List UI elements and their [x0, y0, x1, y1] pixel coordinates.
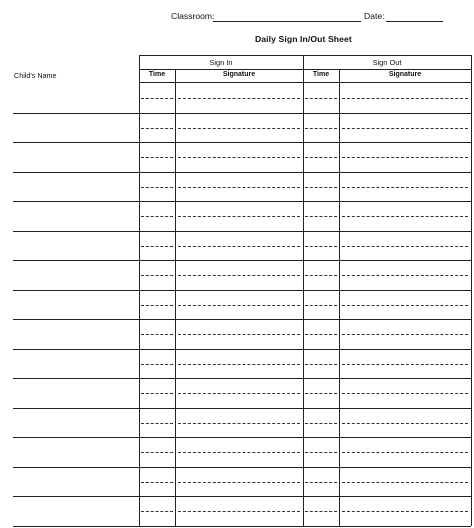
row-rule	[13, 260, 471, 261]
sign-out-time-entry[interactable]	[305, 423, 337, 424]
sign-out-signature-entry[interactable]	[342, 305, 468, 306]
sign-in-time-entry[interactable]	[141, 98, 173, 99]
sign-out-signature-entry[interactable]	[342, 364, 468, 365]
sign-out-time-entry[interactable]	[305, 216, 337, 217]
sign-in-signature-entry[interactable]	[178, 98, 300, 99]
sign-in-signature-entry[interactable]	[178, 216, 300, 217]
row-rule	[13, 290, 471, 291]
sign-out-time-entry[interactable]	[305, 98, 337, 99]
sign-in-time-entry[interactable]	[141, 423, 173, 424]
sign-out-signature-entry[interactable]	[342, 511, 468, 512]
sign-in-signature-entry[interactable]	[178, 452, 300, 453]
sign-in-signature-entry[interactable]	[178, 275, 300, 276]
sign-out-time-entry[interactable]	[305, 157, 337, 158]
row-rule	[13, 496, 471, 497]
header-bottom-rule	[139, 82, 471, 83]
sign-out-time-header: Time	[312, 71, 330, 78]
sign-in-signature-entry[interactable]	[178, 305, 300, 306]
sign-out-header: Sign Out	[372, 58, 402, 67]
sign-in-signature-header: Signature	[222, 71, 256, 78]
sign-in-signature-entry[interactable]	[178, 334, 300, 335]
sign-out-signature-entry[interactable]	[342, 187, 468, 188]
sign-in-signature-entry[interactable]	[178, 128, 300, 129]
sign-in-time-entry[interactable]	[141, 334, 173, 335]
col-rule-2	[175, 69, 176, 526]
sign-out-time-entry[interactable]	[305, 511, 337, 512]
sign-out-time-entry[interactable]	[305, 393, 337, 394]
sign-out-time-entry[interactable]	[305, 275, 337, 276]
sign-out-time-entry[interactable]	[305, 305, 337, 306]
sign-in-signature-entry[interactable]	[178, 482, 300, 483]
header-top-rule	[139, 55, 471, 56]
sign-out-time-entry[interactable]	[305, 482, 337, 483]
row-rule	[13, 349, 471, 350]
sign-out-signature-entry[interactable]	[342, 98, 468, 99]
sign-in-time-entry[interactable]	[141, 275, 173, 276]
col-rule-5	[471, 55, 472, 526]
row-rule	[13, 201, 471, 202]
sign-in-signature-entry[interactable]	[178, 187, 300, 188]
date-label: Date:	[364, 11, 385, 21]
row-rule	[13, 142, 471, 143]
row-rule	[13, 408, 471, 409]
sign-out-signature-entry[interactable]	[342, 216, 468, 217]
sign-out-time-entry[interactable]	[305, 128, 337, 129]
sign-out-signature-entry[interactable]	[342, 452, 468, 453]
sign-in-time-entry[interactable]	[141, 393, 173, 394]
row-rule	[13, 437, 471, 438]
row-rule	[13, 378, 471, 379]
header-line	[0, 11, 474, 25]
sign-out-time-entry[interactable]	[305, 334, 337, 335]
sign-in-time-entry[interactable]	[141, 452, 173, 453]
col-rule-4	[339, 69, 340, 526]
sign-out-signature-entry[interactable]	[342, 246, 468, 247]
sheet-title: Daily Sign In/Out Sheet	[255, 34, 352, 44]
sign-out-signature-entry[interactable]	[342, 128, 468, 129]
sign-in-time-entry[interactable]	[141, 482, 173, 483]
sign-out-time-entry[interactable]	[305, 187, 337, 188]
sign-out-signature-entry[interactable]	[342, 423, 468, 424]
childs-name-header: Child's Name	[14, 71, 57, 80]
classroom-field[interactable]	[213, 21, 361, 22]
sign-in-header: Sign In	[209, 58, 233, 67]
sign-in-time-entry[interactable]	[141, 216, 173, 217]
sign-in-signature-entry[interactable]	[178, 511, 300, 512]
row-rule	[13, 467, 471, 468]
sign-in-signature-entry[interactable]	[178, 246, 300, 247]
sign-in-time-entry[interactable]	[141, 157, 173, 158]
row-rule	[13, 113, 471, 114]
classroom-label: Classroom:	[171, 11, 215, 21]
sign-in-time-entry[interactable]	[141, 246, 173, 247]
sign-out-signature-entry[interactable]	[342, 334, 468, 335]
sign-in-signature-entry[interactable]	[178, 157, 300, 158]
sign-in-signature-entry[interactable]	[178, 364, 300, 365]
sign-out-time-entry[interactable]	[305, 364, 337, 365]
sign-out-signature-entry[interactable]	[342, 157, 468, 158]
date-field[interactable]	[386, 21, 443, 22]
row-rule	[13, 172, 471, 173]
sign-in-time-header: Time	[148, 71, 166, 78]
sign-in-signature-entry[interactable]	[178, 423, 300, 424]
sign-out-time-entry[interactable]	[305, 452, 337, 453]
sign-out-signature-entry[interactable]	[342, 393, 468, 394]
sign-in-time-entry[interactable]	[141, 128, 173, 129]
sign-out-signature-header: Signature	[388, 71, 422, 78]
sign-in-time-entry[interactable]	[141, 511, 173, 512]
sign-in-signature-entry[interactable]	[178, 393, 300, 394]
sign-out-signature-entry[interactable]	[342, 275, 468, 276]
row-rule	[13, 231, 471, 232]
header-mid-rule	[139, 69, 471, 70]
sign-in-time-entry[interactable]	[141, 364, 173, 365]
sign-in-time-entry[interactable]	[141, 305, 173, 306]
sign-out-signature-entry[interactable]	[342, 482, 468, 483]
sign-in-time-entry[interactable]	[141, 187, 173, 188]
row-rule	[13, 526, 471, 527]
row-rule	[13, 319, 471, 320]
sign-out-time-entry[interactable]	[305, 246, 337, 247]
